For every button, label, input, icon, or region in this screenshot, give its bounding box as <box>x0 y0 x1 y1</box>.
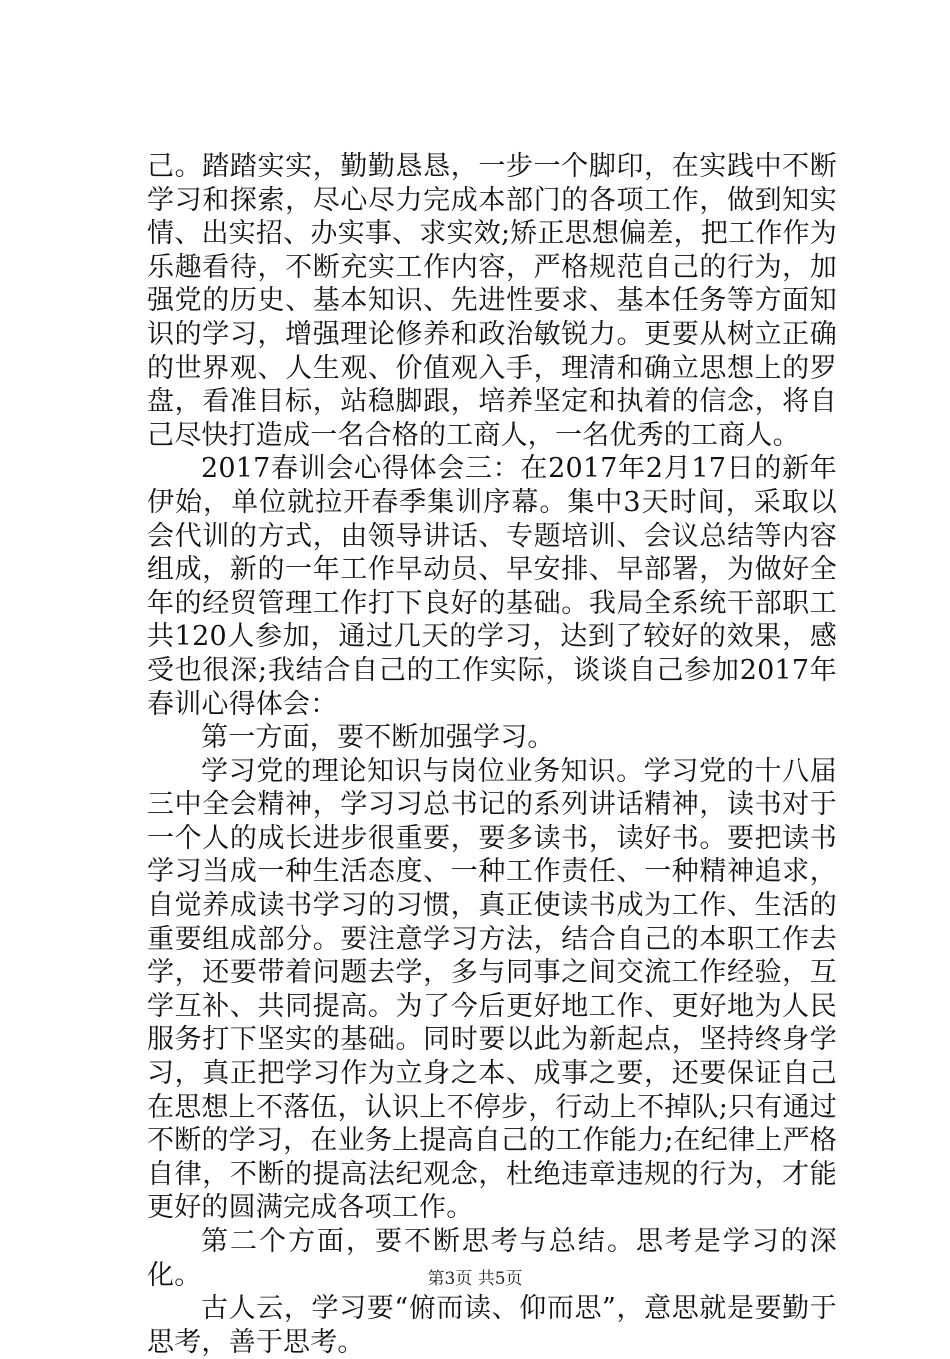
paragraph-heading-second-aspect: 第二个方面，要不断思考与总结。思考是学习的深化。 <box>147 1226 837 1291</box>
paragraph-study-knowledge: 学习党的理论知识与岗位业务知识。学习党的十八届三中全会精神，学习习总书记的系列讲话精神，读书对于一个人的成长进步很重要，要多读书，读好书。要把读书学习当成一种生活态度、一种工作责任、一种精神追求，自觉养成读书学习的习惯，真正使读书成为工作、生活的重要组成部分。要注意学习方法，结合自己的本职工作去学，还要带着问题去学，多与同事之间交流工作经验，互学互补、共同提高。为了今后更好地工作、更好地为人民服务打下坚实的基础。同时要以此为新起点，坚持终身学习，真正把学习作为立身之本、成事之要，还要保证自己在思想上不落伍，认识上不停步，行动上不掉队;只有通过不断的学习，在业务上提高自己的工作能力;在纪律上严格自律，不断的提高法纪观念，杜绝违章违规的行为，才能更好的圆满完成各项工作。 <box>147 755 837 1224</box>
document-body <box>147 150 837 1359</box>
page-footer <box>0 1264 950 1289</box>
paragraph-heading-first-aspect: 第一方面，要不断加强学习。 <box>201 722 555 754</box>
paragraph-continuation: 己。踏踏实实，勤勤恳恳，一步一个脚印，在实践中不断学习和探索，尽心尽力完成本部门的各项工作，做到知实情、出实招、办实事、求实效;矫正思想偏差，把工作作为乐趣看待，不断充实工作内容，严格规范自己的行为，加强党的历史、基本知识、先进性要求、基本任务等方面知识的学习，增强理论修养和政治敏锐力。更要从树立正确的世界观、人生观、价值观入手，理清和确立思想上的罗盘，看准目标，站稳脚跟，培养坚定和执着的信念，将自己尽快打造成一名合格的工商人，一名优秀的工商人。 <box>147 151 837 451</box>
paragraph-training-intro: 2017春训会心得体会三：在2017年2月17日的新年伊始，单位就拉开春季集训序幕。集中3天时间，采取以会代训的方式，由领导讲话、专题培训、会议总结等内容组成，新的一年工作早动员、早安排、早部署，为做好全年的经贸管理工作打下良好的基础。我局全系统干部职工共120人参加，通过几天的学习，达到了较好的效果，感受也很深;我结合自己的工作实际，谈谈自己参加2017年春训心得体会： <box>147 453 837 720</box>
page-number-label: 第3页 共5页 <box>427 1269 523 1289</box>
paragraph-ancient-saying: 古人云，学习要“俯而读、仰而思”，意思就是要勤于思考，善于思考。 <box>147 1293 837 1358</box>
